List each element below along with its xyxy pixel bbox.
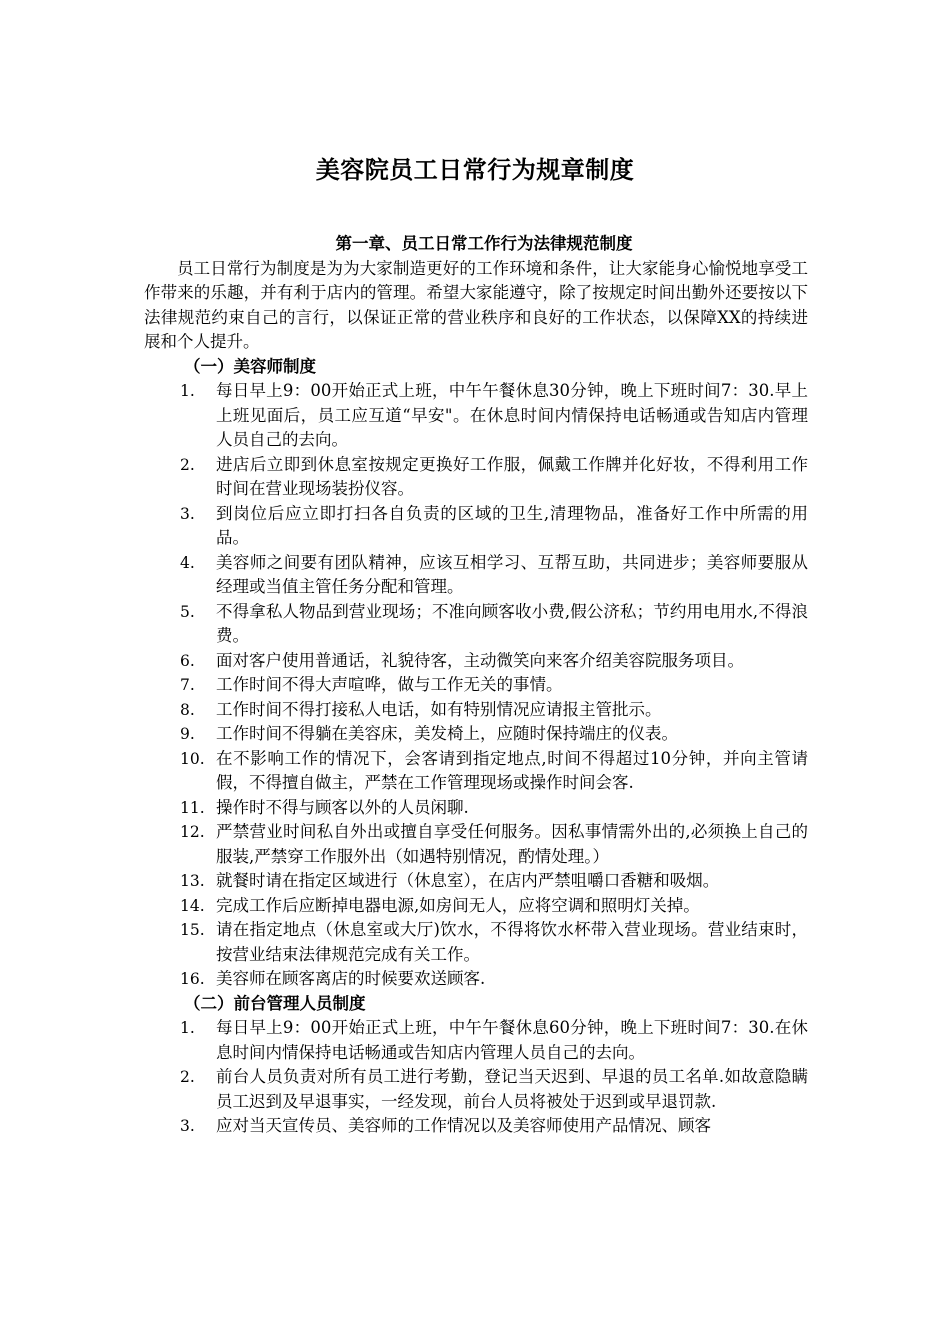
rule-item [144, 747, 808, 796]
rule-item [144, 1065, 808, 1114]
rule-text: 应对当天宣传员、美容师的工作情况以及美容师使用产品情况、顾客 [216, 1116, 711, 1135]
rule-number: 10. [180, 749, 205, 768]
rule-text: 在不影响工作的情况下，会客请到指定地点,时间不得超过10分钟，并向主管请假，不得擅自做主，严禁在工作管理现场或操作时间会客. [216, 748, 808, 792]
rule-number: 15. [180, 921, 205, 939]
rule-item [144, 820, 808, 869]
rule-number: 1. [180, 382, 195, 400]
rule-item [144, 967, 808, 992]
rule-text: 美容师之间要有团队精神，应该互相学习、互帮互助，共同进步；美容师要服从经理或当值主管任务分配和管理。 [216, 552, 808, 596]
rule-text: 到岗位后应立即打扫各自负责的区域的卫生,清理物品，准备好工作中所需的用品。 [216, 503, 808, 547]
rule-text: 每日早上9：00开始正式上班，中午午餐休息60分钟，晚上下班时间7：30.在休息时间内情保持电话畅通或告知店内管理人员自己的去向。 [216, 1018, 808, 1062]
rule-number: 14. [180, 896, 205, 915]
rule-text: 完成工作后应断掉电器电源,如房间无人，应将空调和照明灯关掉。 [216, 895, 700, 915]
rule-text: 工作时间不得大声喧哗，做与工作无关的事情。 [216, 675, 563, 694]
rule-item [144, 796, 808, 821]
document-title: 美容院员工日常行为规章制度 [315, 155, 635, 184]
rule-text: 操作时不得与顾客以外的人员闲聊. [216, 797, 469, 817]
rule-text: 严禁营业时间私自外出或擅自享受任何服务。因私事情需外出的,必须换上自己的服装,严禁穿工作服外出（如遇特别情况，酌情处理。） [216, 822, 808, 866]
rule-number: 5. [180, 602, 195, 621]
rule-number: 2. [180, 455, 195, 474]
section-heading: （二）前台管理人员制度 [184, 993, 366, 1013]
rule-item [144, 649, 808, 674]
rule-text: 就餐时请在指定区域进行（休息室），在店内严禁咀嚼口香糖和吸烟。 [216, 871, 720, 890]
rule-text: 面对客户使用普通话，礼貌待客，主动微笑向来客介绍美容院服务项目。 [216, 650, 744, 670]
rule-text: 工作时间不得躺在美容床，美发椅上，应随时保持端庄的仪表。 [216, 724, 678, 743]
rule-text: 前台人员负责对所有员工进行考勤，登记当天迟到、早退的员工名单.如故意隐瞒员工迟到及早退事实，一经发现，前台人员将被处于迟到或早退罚款. [216, 1067, 808, 1111]
rule-item [144, 502, 808, 551]
rule-number: 2. [180, 1068, 195, 1086]
rule-item [144, 722, 808, 747]
rule-number: 3. [180, 1117, 195, 1135]
rule-text: 每日早上9：00开始正式上班，中午午餐休息30分钟，晚上下班时间7：30.早上上班见面后，员工应互道“早安"。在休息时间内情保持电话畅通或告知店内管理人员自己的去向。 [216, 381, 808, 449]
rule-text: 进店后立即到休息室按规定更换好工作服，佩戴工作牌并化好妆，不得利用工作时间在营业现场装扮仪容。 [216, 454, 808, 498]
rule-number: 13. [180, 872, 205, 890]
rule-number: 7. [180, 676, 195, 694]
chapter-title: 第一章、员工日常工作行为法律规范制度 [335, 234, 633, 253]
rule-item [144, 698, 808, 723]
rules-list [144, 379, 808, 992]
rule-item [144, 600, 808, 649]
rule-number: 1. [180, 1019, 195, 1037]
rule-text: 请在指定地点（休息室或大厅)饮水，不得将饮水杯带入营业现场。营业结束时，按营业结束法律规范完成有关工作。 [216, 920, 808, 964]
rule-number: 6. [180, 651, 195, 670]
rule-text: 美容师在顾客离店的时候要欢送顾客. [216, 969, 486, 988]
rule-item [144, 894, 808, 919]
rule-number: 11. [180, 798, 205, 817]
rule-item [144, 1016, 808, 1065]
rule-item [144, 918, 808, 967]
rule-number: 3. [180, 504, 195, 523]
section-heading: （一）美容师制度 [184, 356, 316, 376]
rule-number: 12. [180, 823, 205, 841]
rule-item [144, 551, 808, 600]
rule-item [144, 1114, 808, 1139]
rule-item [144, 869, 808, 894]
rules-list [144, 1016, 808, 1139]
rule-item [144, 673, 808, 698]
rule-text: 工作时间不得打接私人电话，如有特别情况应请报主管批示。 [216, 699, 662, 719]
rule-item [144, 453, 808, 502]
rule-number: 8. [180, 700, 195, 719]
rule-number: 9. [180, 725, 195, 743]
rule-item [144, 379, 808, 453]
rule-text: 不得拿私人物品到营业现场；不准向顾客收小费,假公济私；节约用电用水,不得浪费。 [216, 601, 808, 645]
rule-number: 16. [180, 970, 205, 988]
document-body [144, 232, 808, 1139]
rule-number: 4. [180, 553, 195, 572]
intro-paragraph: 员工日常行为制度是为为大家制造更好的工作环境和条件，让大家能身心愉悦地享受工作带来的乐趣，并有利于店内的管理。希望大家能遵守，除了按规定时间出勤外还要按以下法律规范约束自己的言行，以保证正常的营业秩序和良好的工作状态，以保障XX的持续进展和个人提升。 [144, 258, 808, 351]
